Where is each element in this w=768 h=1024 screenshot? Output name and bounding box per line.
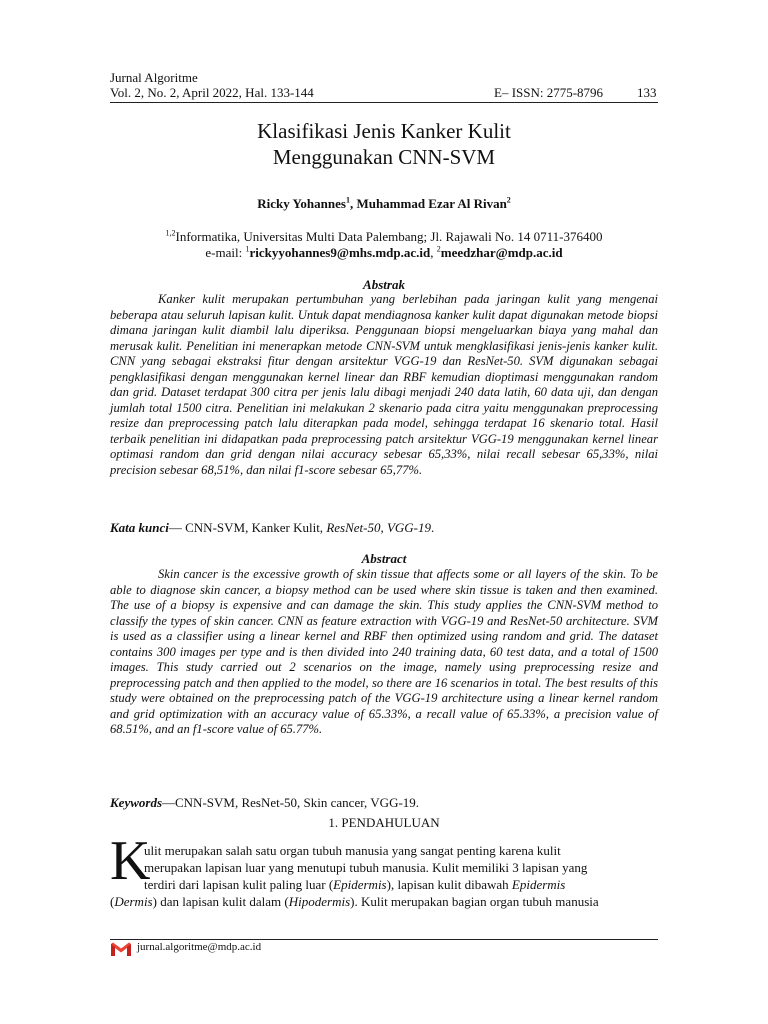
abstrak-body: Kanker kulit merupakan pertumbuhan yang berlebihan pada jaringan kulit yang mengenai beberapa atau seluruh lapisan kulit. Untuk dapat mendiagnosa kanker kulit dapat digunakan metode biopsi dimana jaringan kulit diambil lalu diperiksa. Penggunaan biopsi mengeluarkan biaya yang mahal dan merusak kulit. Penelitian ini menerapkan metode CNN-SVM untuk mengklasifikasi jenis-jenis kanker kulit. CNN yang sebagai ekstraksi fitur dengan arsitektur VGG-19 dan ResNet-50. SVM digunakan sebagai pengklasifikasi dengan menggunakan kernel linear dan RBF kemudian dioptimasi menggunakan random dan grid. Dataset terdapat 300 citra per jenis lalu dibagi menjadi 240 data latih, 60 data uji, dan dengan jumlah total 1500 citra. Penelitian ini melakukan 2 skenario pada citra yaitu menggunakan preprocessing resize dan preprocessing patch lalu diterapkan pada model, sehingga terdapat 16 skenario total. Hasil terbaik penelitian ini didapatkan pada preprocessing patch arsitektur VGG-19 menggunakan kernel linear optimasi random dan grid dengan nilai accuracy sebesar 65,33%, nilai recall sebesar 65,33%, nilai precision sebesar 68,51%, dan nilai f1-score sebesar 65,77%. xyxy=(110,292,658,477)
journal-issn: E– ISSN: 2775-8796 xyxy=(494,85,604,100)
kata-kunci xyxy=(110,520,658,536)
intro-epidermis-2: Epidermis xyxy=(511,877,566,892)
affiliation-text: Informatika, Universitas Multi Data Palembang; Jl. Rajawali No. 14 0711-376400 xyxy=(175,229,603,244)
section-heading: 1. PENDAHULUAN xyxy=(328,815,440,830)
intro-line-3 xyxy=(110,876,658,893)
header-rule xyxy=(110,102,658,103)
kata-kunci-end: . xyxy=(431,520,435,535)
author-1: Ricky Yohannes xyxy=(257,196,346,211)
intro-seg-c: ( xyxy=(110,894,115,909)
abstrak-heading: Abstrak xyxy=(363,277,405,292)
intro-line-2: merupakan lapisan luar yang menutupi tubuh manusia. Kulit memiliki 3 lapisan yang xyxy=(144,860,588,875)
intro-paragraph xyxy=(110,842,658,910)
intro-seg-e: ). Kulit merupakan bagian organ tubuh manusia xyxy=(350,894,599,909)
affiliation-line xyxy=(110,229,658,245)
keywords-label: Keywords xyxy=(110,795,162,810)
email-line xyxy=(110,245,658,261)
journal-name: Jurnal Algoritme xyxy=(110,70,198,85)
drop-cap: K xyxy=(110,830,151,892)
affiliation-sup: 1,2 xyxy=(165,228,176,238)
email-separator: , xyxy=(430,245,437,260)
email-1[interactable]: rickyyohannes9@mhs.mdp.ac.id xyxy=(249,245,431,260)
intro-line-4 xyxy=(110,893,658,910)
abstract-body: Skin cancer is the excessive growth of skin tissue that affects some or all layers of the skin. To be able to diagnose skin cancer, a biopsy method can be used where skin tissue is taken and then examined. The use of a biopsy is expensive and can damage the skin. This study applies the CNN-SVM method to classify the types of skin cancer. CNN as feature extraction with VGG-19 and ResNet-50 architecture. SVM is used as a classifier using a linear kernel and RBF then optimized using random and grid. The dataset contains 300 images per type and is then divided into 240 training data, 60 test data, and a total of 1500 images. This study carried out 2 scenarios on the image, namely using preprocessing resize and preprocessing patch and then applied to the model, so there are 16 scenarios in total. The best results of this study were obtained on the preprocessing patch of the VGG-19 architecture using a linear kernel random and grid optimization with an accuracy value of 65.33%, a recall value of 65.33%, a precision value of 68.51%, and an f1-score value of 65.77%. xyxy=(110,567,658,736)
intro-line-1: ulit merupakan salah satu organ tubuh manusia yang sangat penting karena kulit xyxy=(144,843,561,858)
author-separator: , xyxy=(349,196,357,211)
author-list xyxy=(110,196,658,212)
email-label: e-mail: xyxy=(205,245,246,260)
abstract-heading: Abstract xyxy=(361,551,407,566)
email-2[interactable]: meedzhar@mdp.ac.id xyxy=(440,245,563,260)
intro-seg-b: ), lapisan kulit dibawah xyxy=(386,877,512,892)
kata-kunci-dash: — xyxy=(168,520,186,535)
kata-kunci-label: Kata kunci xyxy=(110,520,169,535)
email-1-sup: 1 xyxy=(245,244,250,254)
intro-seg-a: terdiri dari lapisan kulit paling luar ( xyxy=(144,877,334,892)
title-line-2: Menggunakan CNN-SVM xyxy=(272,145,496,169)
intro-epidermis: Epidermis xyxy=(333,877,387,892)
intro-hipodermis: Hipodermis xyxy=(288,894,351,909)
kata-kunci-plain: CNN-SVM, Kanker Kulit, xyxy=(185,520,327,535)
email-2-sup: 2 xyxy=(436,244,441,254)
gmail-icon xyxy=(110,941,132,957)
keywords-text: —CNN-SVM, ResNet-50, Skin cancer, VGG-19. xyxy=(162,795,420,810)
footer-rule xyxy=(110,939,658,940)
footer-email[interactable]: jurnal.algoritme@mdp.ac.id xyxy=(137,941,262,953)
affiliation xyxy=(110,229,658,261)
keywords xyxy=(110,795,658,811)
author-1-sup: 1 xyxy=(345,195,350,205)
title-line-1: Klasifikasi Jenis Kanker Kulit xyxy=(257,119,511,143)
kata-kunci-italic: ResNet-50, VGG-19 xyxy=(326,520,432,535)
intro-dermis: Dermis xyxy=(114,894,153,909)
intro-seg-d: ) dan lapisan kulit dalam ( xyxy=(152,894,289,909)
journal-volume: Vol. 2, No. 2, April 2022, Hal. 133-144 xyxy=(110,85,314,100)
author-2: Muhammad Ezar Al Rivan xyxy=(356,196,507,211)
author-2-sup: 2 xyxy=(506,195,511,205)
paper-title xyxy=(110,118,658,170)
page-number: 133 xyxy=(637,85,657,100)
